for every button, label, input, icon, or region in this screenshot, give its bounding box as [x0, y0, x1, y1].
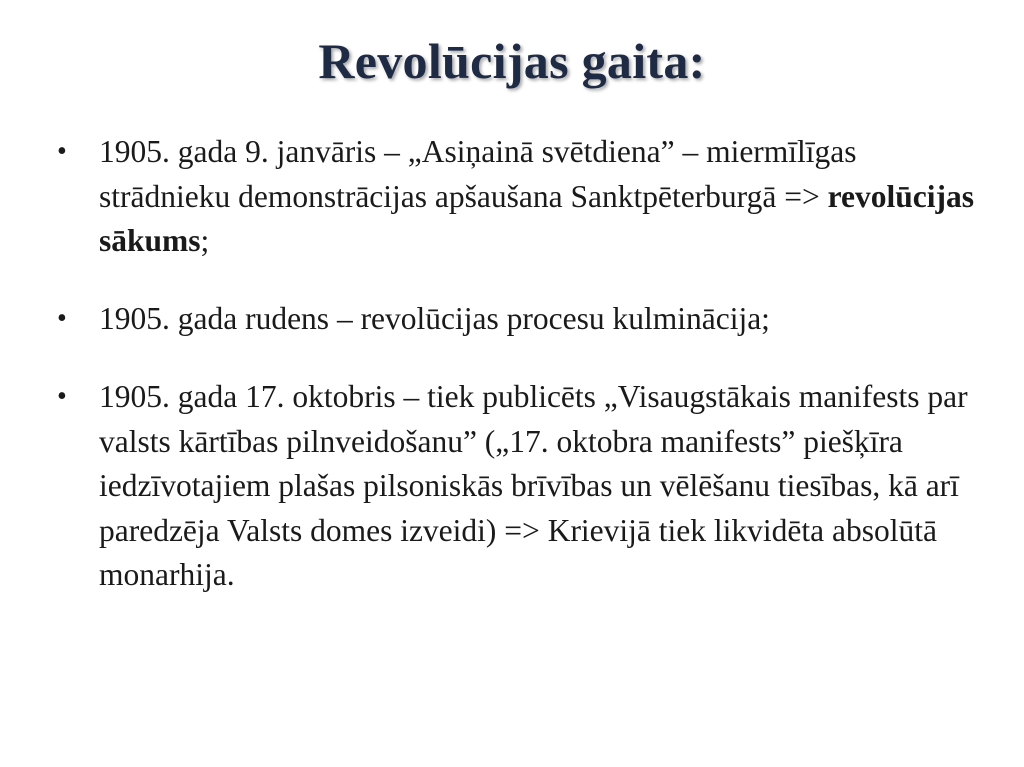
bullet-2-text: 1905. gada rudens – revolūcijas procesu kulminācija; — [99, 300, 770, 336]
bullet-icon: • — [57, 381, 67, 412]
bullet-1-text: 1905. gada 9. janvāris – „Asiņainā svētdiena” – miermīlīgas strādnieku demonstrācijas apšaušana Sanktpēterburgā => — [99, 134, 857, 214]
bullet-icon: • — [57, 302, 67, 334]
bullet-3-text: 1905. gada 17. oktobris – tiek publicēts „Visaugstākais manifests par valsts kārtības pilnveidošanu” („17. oktobra manifests” piešķīra iedzīvotajiem plašas pilsoniskās brīvības un vēlēšanu tiesības, kā arī paredzēja Valsts domes izveidi) => Krievijā tiek likvidēta absolūtā monarhija. — [99, 379, 968, 592]
bullet-item-3 — [55, 375, 980, 598]
bullet-1-text-end: ; — [200, 223, 210, 258]
bullet-1-bold-text: revolūcijas sākums — [99, 178, 975, 258]
bullet-list — [55, 130, 980, 631]
slide-title: Revolūcijas gaita: — [318, 33, 706, 89]
bullet-icon: • — [57, 136, 67, 167]
bullet-item-2 — [55, 297, 980, 342]
bullet-item-1 — [55, 130, 980, 264]
